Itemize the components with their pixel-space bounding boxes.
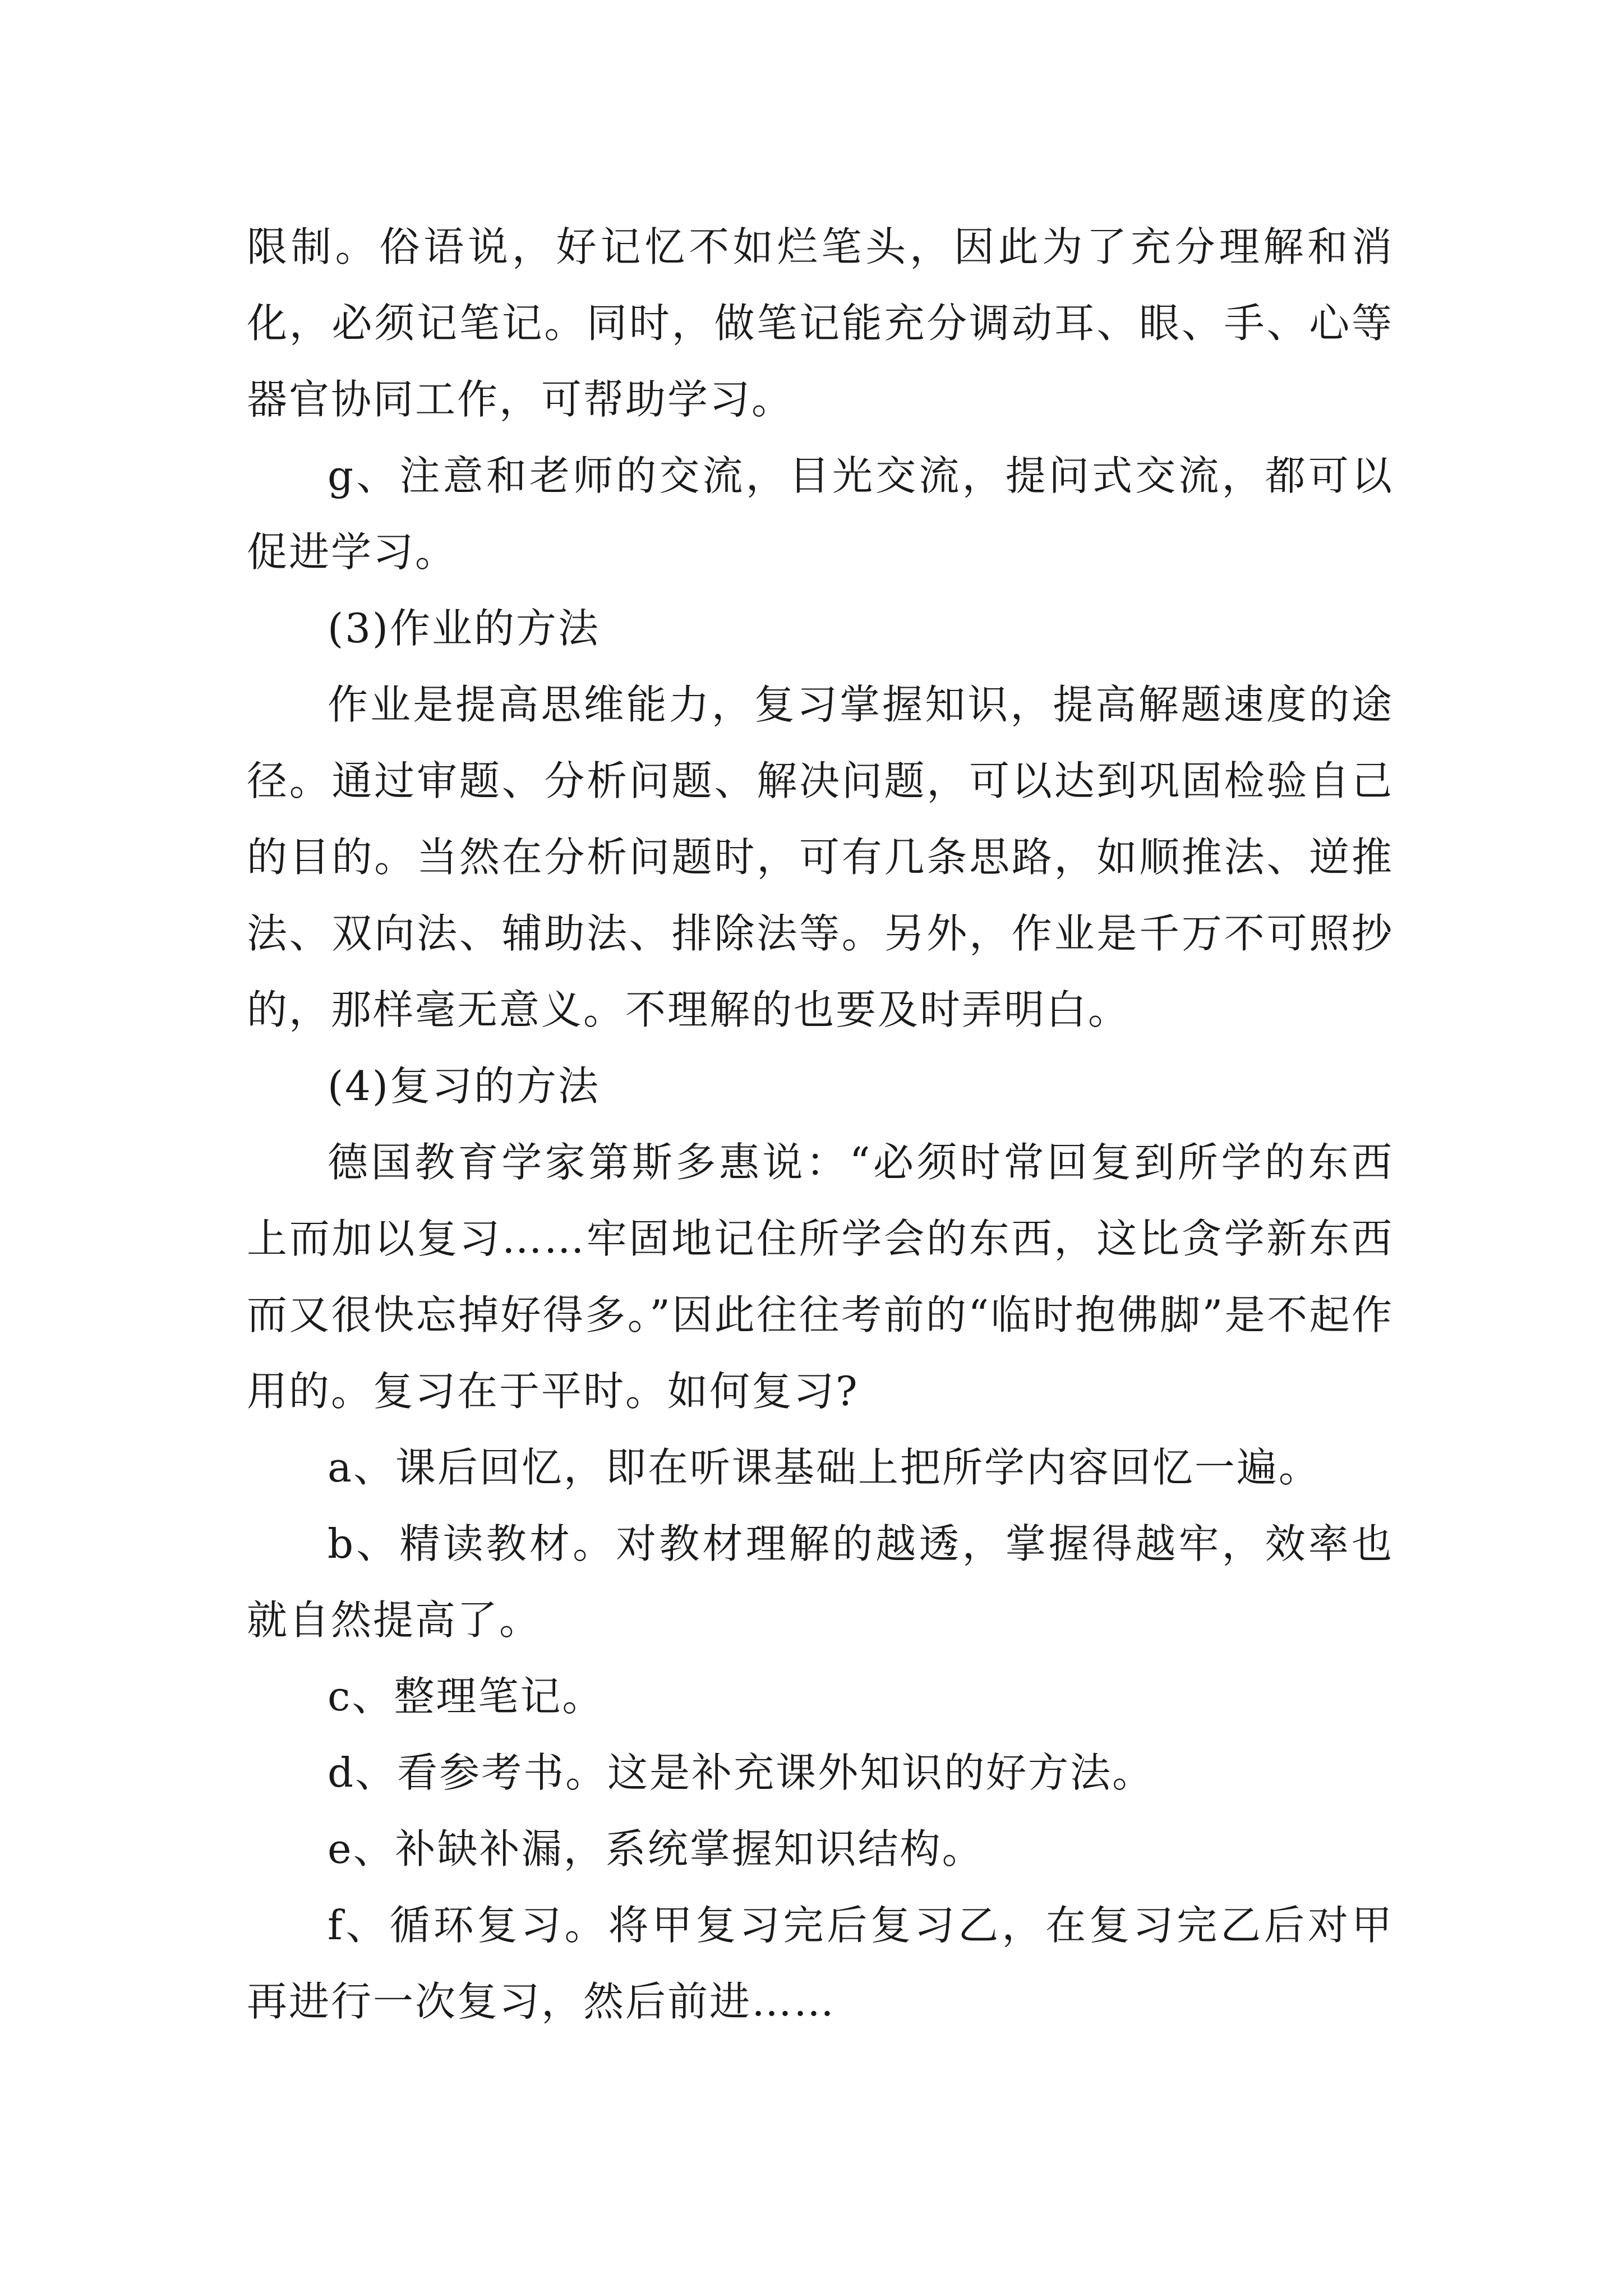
paragraph-item-c: c、整理笔记。: [328, 1673, 605, 1720]
document-body: [247, 209, 1394, 2040]
paragraph-item-f: f、循环复习。将甲复习完后复习乙，在复习完乙后对甲再进行一次复习，然后前进……: [247, 1902, 1394, 2025]
paragraph-item-b: b、精读教材。对教材理解的越透，掌握得越牢，效率也就自然提高了。: [247, 1520, 1394, 1644]
paragraph-item-d: d、看参考书。这是补充课外知识的好方法。: [328, 1749, 1155, 1796]
paragraph-item-g: g、注意和老师的交流，目光交流，提问式交流，都可以促进学习。: [247, 452, 1394, 576]
section-heading-review: (4)复习的方法: [328, 1062, 600, 1110]
paragraph-item-e: e、补缺补漏，系统掌握知识结构。: [328, 1825, 984, 1872]
section-heading-homework: (3)作业的方法: [328, 605, 600, 652]
paragraph-note-taking-continuation: 限制。俗语说，好记忆不如烂笔头，因此为了充分理解和消化，必须记笔记。同时，做笔记能充分调动耳、眼、手、心等器官协同工作，可帮助学习。: [247, 223, 1394, 423]
paragraph-quote: 德国教育学家第斯多惠说：“必须时常回复到所学的东西上而加以复习……牢固地记住所学会的东西，这比贪学新东西而又很快忘掉好得多。”因此往往考前的“临时抱佛脚”是不起作用的。复习在于平时。如何复习?: [247, 1139, 1394, 1415]
paragraph-homework: 作业是提高思维能力，复习掌握知识，提高解题速度的途径。通过审题、分析问题、解决问题，可以达到巩固检验自己的目的。当然在分析问题时，可有几条思路，如顺推法、逆推法、双向法、辅助法、排除法等。另外，作业是千万不可照抄的，那样毫无意义。不理解的也要及时弄明白。: [247, 681, 1394, 1033]
paragraph-item-a: a、课后回忆，即在听课基础上把所学内容回忆一遍。: [328, 1444, 1321, 1491]
